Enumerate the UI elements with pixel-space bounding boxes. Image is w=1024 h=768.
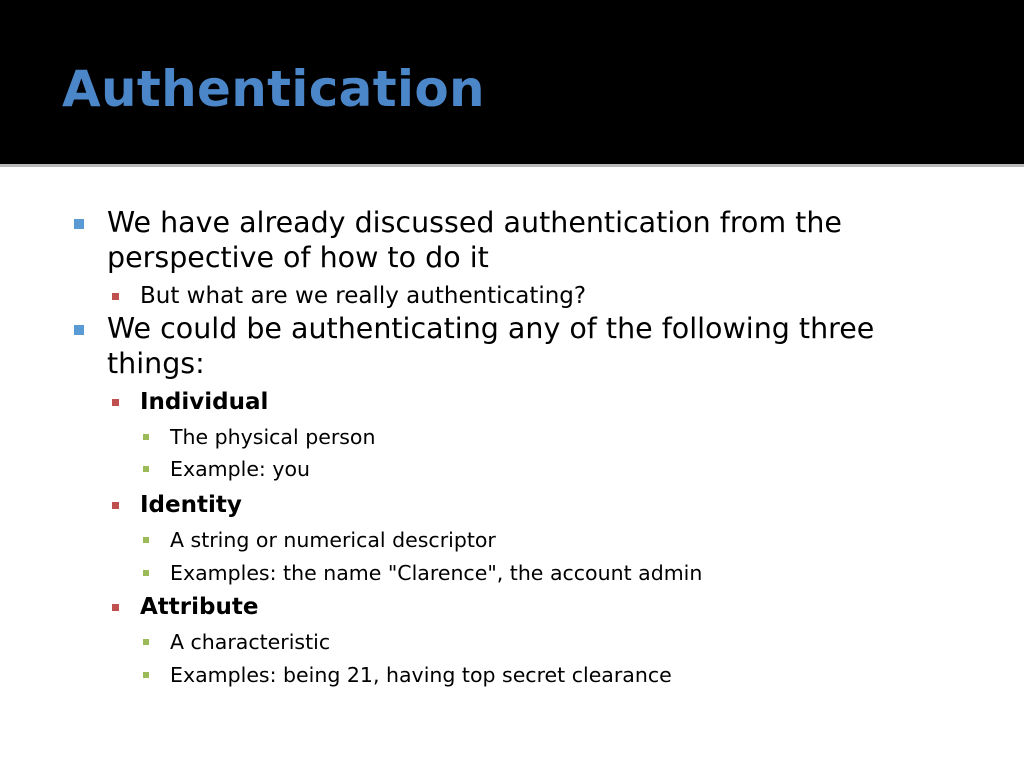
- square-bullet-icon: [74, 219, 84, 229]
- square-bullet-icon: [143, 466, 149, 472]
- detail-bullet-text: Example: you: [170, 457, 311, 481]
- square-bullet-icon: [112, 293, 119, 300]
- sub-bullet-heading: Individual: [140, 389, 269, 415]
- detail-bullet-text: Examples: the name "Clarence", the account admin: [170, 561, 703, 585]
- bullet-text: We could be authenticating any of the following three: [107, 312, 875, 345]
- square-bullet-icon: [143, 672, 149, 678]
- square-bullet-icon: [143, 570, 149, 576]
- square-bullet-icon: [74, 325, 84, 335]
- bullet-text: We have already discussed authentication from the: [107, 206, 842, 239]
- sub-bullet-text: But what are we really authenticating?: [140, 283, 587, 309]
- square-bullet-icon: [143, 537, 149, 543]
- bullet-text-continued: perspective of how to do it: [107, 241, 489, 274]
- detail-bullet-text: A string or numerical descriptor: [170, 528, 496, 552]
- detail-bullet-text: A characteristic: [170, 630, 331, 654]
- slide-title: Authentication: [62, 60, 485, 118]
- detail-bullet-text: The physical person: [170, 425, 376, 449]
- square-bullet-icon: [143, 434, 149, 440]
- square-bullet-icon: [112, 399, 119, 406]
- sub-bullet-heading: Identity: [140, 492, 242, 518]
- square-bullet-icon: [143, 639, 149, 645]
- detail-bullet-text: Examples: being 21, having top secret clearance: [170, 663, 672, 687]
- square-bullet-icon: [112, 604, 119, 611]
- square-bullet-icon: [112, 502, 119, 509]
- bullet-text-continued: things:: [107, 347, 205, 380]
- sub-bullet-heading: Attribute: [140, 594, 259, 620]
